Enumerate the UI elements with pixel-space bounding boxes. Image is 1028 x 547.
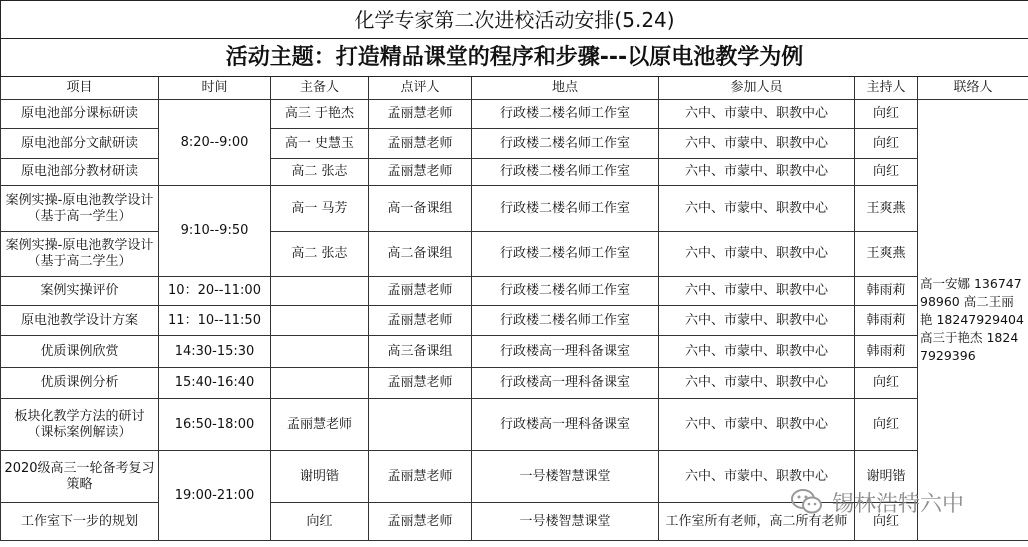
cell-participants: 六中、市蒙中、职教中心 [659,368,855,399]
cell-preparer: 向红 [271,503,369,541]
header-participants: 参加人员 [659,77,855,100]
cell-item: 工作室下一步的规划 [1,503,159,541]
cell-item: 2020级高三一轮备考复习策略 [1,451,159,503]
table-row [1,186,1028,232]
watermark-text: 锡林浩特六中 [832,491,965,517]
cell-reviewer [369,399,472,451]
cell-item: 原电池部分课标研读 [1,100,159,129]
table-row [1,306,1028,336]
header-contact: 联络人 [918,77,1028,100]
cell-time: 16:50-18:00 [159,399,271,451]
cell-preparer: 高二 张志 [271,232,369,277]
cell-time: 8:20--9:00 [159,100,271,186]
cell-host: 向红 [855,399,918,451]
cell-participants: 六中、市蒙中、职教中心 [659,232,855,277]
cell-time: 9:10--9:50 [159,186,271,277]
cell-preparer [271,277,369,306]
cell-item: 优质课例欣赏 [1,336,159,368]
cell-location: 行政楼二楼名师工作室 [472,186,659,232]
cell-participants: 六中、市蒙中、职教中心 [659,399,855,451]
cell-host: 王爽燕 [855,186,918,232]
cell-time: 15:40-16:40 [159,368,271,399]
cell-host: 向红 [855,100,918,129]
cell-participants: 六中、市蒙中、职教中心 [659,336,855,368]
cell-preparer: 高三 于艳杰 [271,100,369,129]
table-row [1,368,1028,399]
cell-preparer: 高一 史慧玉 [271,129,369,159]
cell-location: 行政楼二楼名师工作室 [472,159,659,186]
cell-reviewer: 孟丽慧老师 [369,451,472,503]
cell-reviewer: 孟丽慧老师 [369,368,472,399]
cell-reviewer: 高二备课组 [369,232,472,277]
cell-reviewer: 孟丽慧老师 [369,159,472,186]
cell-preparer [271,306,369,336]
cell-time: 11：10--11:50 [159,306,271,336]
cell-host: 向红 [855,159,918,186]
table-row [1,336,1028,368]
header-time: 时间 [159,77,271,100]
header-location: 地点 [472,77,659,100]
cell-item: 优质课例分析 [1,368,159,399]
cell-item: 原电池教学设计方案 [1,306,159,336]
table-row [1,451,1028,503]
cell-participants: 六中、市蒙中、职教中心 [659,129,855,159]
cell-participants: 六中、市蒙中、职教中心 [659,451,855,503]
cell-item: 案例实操-原电池教学设计（基于高二学生） [1,232,159,277]
cell-location: 行政楼二楼名师工作室 [472,100,659,129]
cell-reviewer: 孟丽慧老师 [369,503,472,541]
cell-participants: 六中、市蒙中、职教中心 [659,159,855,186]
cell-host: 谢明锴 [855,451,918,503]
cell-location: 行政楼高一理科备课室 [472,368,659,399]
cell-item: 案例实操评价 [1,277,159,306]
cell-preparer [271,368,369,399]
cell-host: 向红 [855,503,918,541]
activity-theme: 活动主题：打造精品课堂的程序和步骤---以原电池教学为例 [1,39,1028,77]
cell-participants: 六中、市蒙中、职教中心 [659,100,855,129]
cell-reviewer: 高三备课组 [369,336,472,368]
cell-participants: 六中、市蒙中、职教中心 [659,186,855,232]
table-row [1,159,1028,186]
cell-item: 原电池部分教材研读 [1,159,159,186]
cell-location: 一号楼智慧课堂 [472,503,659,541]
header-preparer: 主备人 [271,77,369,100]
cell-time: 14:30-15:30 [159,336,271,368]
header-item: 项目 [1,77,159,100]
cell-host: 向红 [855,368,918,399]
cell-location: 行政楼二楼名师工作室 [472,232,659,277]
cell-time: 19:00-21:00 [159,451,271,541]
cell-participants: 六中、市蒙中、职教中心 [659,306,855,336]
table-row [1,129,1028,159]
table-row [1,277,1028,306]
cell-reviewer: 孟丽慧老师 [369,277,472,306]
cell-reviewer: 孟丽慧老师 [369,306,472,336]
cell-preparer: 高二 张志 [271,159,369,186]
cell-reviewer: 高一备课组 [369,186,472,232]
page-title: 化学专家第二次进校活动安排(5.24) [1,1,1028,39]
header-host: 主持人 [855,77,918,100]
cell-location: 行政楼二楼名师工作室 [472,306,659,336]
cell-location: 行政楼二楼名师工作室 [472,277,659,306]
table-row [1,503,1028,541]
cell-item: 案例实操-原电池教学设计（基于高一学生） [1,186,159,232]
cell-location: 行政楼高一理科备课室 [472,336,659,368]
table-row [1,399,1028,451]
table-row [1,100,1028,129]
table-row [1,232,1028,277]
cell-participants: 工作室所有老师，高二所有老师 [659,503,855,541]
cell-host: 韩雨莉 [855,336,918,368]
cell-host: 韩雨莉 [855,306,918,336]
cell-location: 行政楼高一理科备课室 [472,399,659,451]
cell-preparer [271,336,369,368]
cell-preparer: 谢明锴 [271,451,369,503]
cell-contact: 高一安娜 13674798960 高二王丽艳 18247929404高三于艳杰 18247929396 [918,100,1028,541]
cell-item: 板块化教学方法的研讨（课标案例解读） [1,399,159,451]
cell-preparer: 高一 马芳 [271,186,369,232]
cell-participants: 六中、市蒙中、职教中心 [659,277,855,306]
cell-host: 向红 [855,129,918,159]
cell-time: 10：20--11:00 [159,277,271,306]
cell-host: 王爽燕 [855,232,918,277]
cell-location: 行政楼二楼名师工作室 [472,129,659,159]
header-reviewer: 点评人 [369,77,472,100]
cell-preparer: 孟丽慧老师 [271,399,369,451]
cell-reviewer: 孟丽慧老师 [369,129,472,159]
cell-host: 韩雨莉 [855,277,918,306]
cell-reviewer: 孟丽慧老师 [369,100,472,129]
cell-location: 一号楼智慧课堂 [472,451,659,503]
cell-item: 原电池部分文献研读 [1,129,159,159]
